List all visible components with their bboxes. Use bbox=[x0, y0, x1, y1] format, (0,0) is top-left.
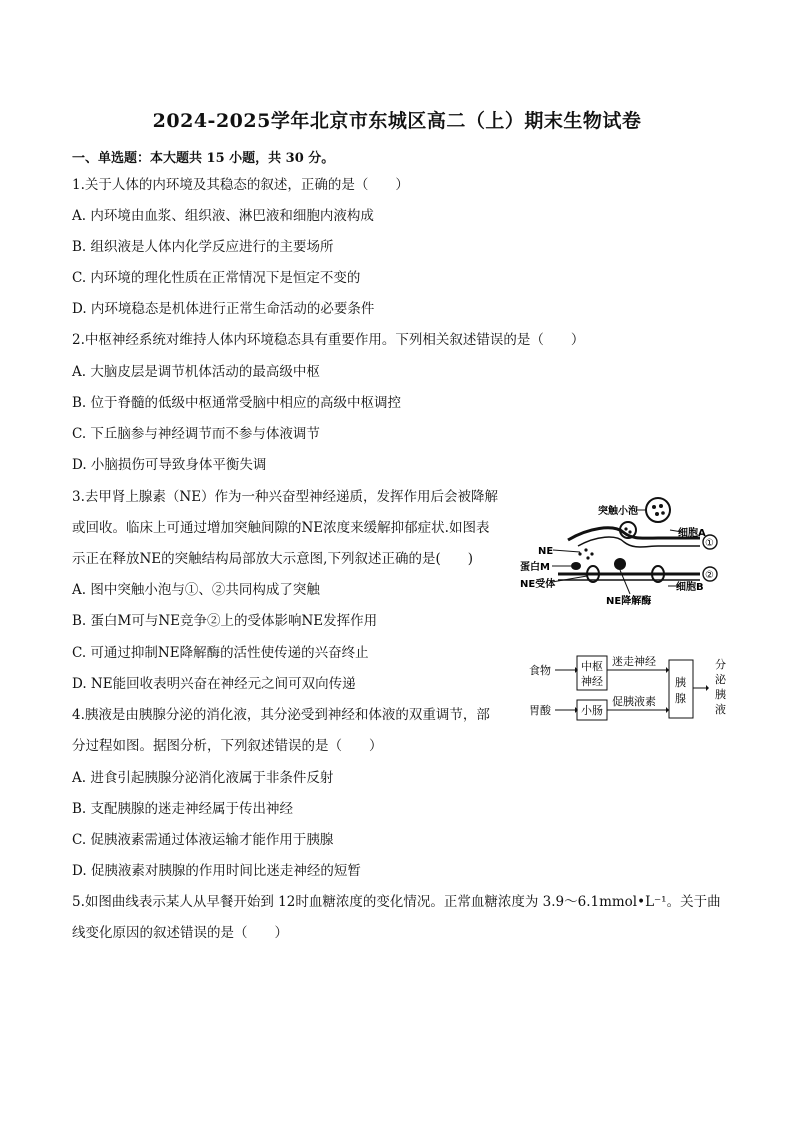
question-2-option-c: C. 下丘脑参与神经调节而不参与体液调节 bbox=[72, 426, 320, 442]
label-enzyme: NE降解酶 bbox=[606, 596, 652, 607]
label-food: 食物 bbox=[529, 664, 551, 677]
question-1-option-d: D. 内环境稳态是机体进行正常生命活动的必要条件 bbox=[72, 301, 375, 317]
label-cell-b: 细胞B bbox=[676, 582, 704, 593]
pancreas-figure bbox=[525, 650, 735, 724]
question-3-option-c: C. 可通过抑制NE降解酶的活性使传递的兴奋终止 bbox=[72, 645, 369, 661]
question-1-option-a: A. 内环境由血浆、组织液、淋巴液和细胞内液构成 bbox=[72, 208, 374, 224]
label-acid: 胃酸 bbox=[529, 704, 551, 717]
label-vagus: 迷走神经 bbox=[612, 655, 656, 668]
box-pancreas bbox=[669, 660, 693, 718]
question-3-stem-line2: 或回收。临床上可通过增加突触间隙的NE浓度来缓解抑郁症状.如图表 bbox=[72, 520, 490, 536]
question-1-option-c: C. 内环境的理化性质在正常情况下是恒定不变的 bbox=[72, 270, 361, 286]
question-4-stem-line1: 4.胰液是由胰腺分泌的消化液，其分泌受到神经和体液的双重调节，部 bbox=[72, 707, 490, 723]
question-4-option-b: B. 支配胰腺的迷走神经属于传出神经 bbox=[72, 801, 294, 817]
question-1-option-b: B. 组织液是人体内化学反应进行的主要场所 bbox=[72, 239, 334, 255]
synapse-figure bbox=[518, 488, 723, 613]
label-pancreas-2: 腺 bbox=[675, 692, 686, 705]
question-2-stem: 2.中枢神经系统对维持人体内环境稳态具有重要作用。下列相关叙述错误的是（ ） bbox=[72, 332, 585, 348]
question-3-option-a: A. 图中突触小泡与①、②共同构成了突触 bbox=[72, 582, 320, 598]
label-center-2: 神经 bbox=[581, 675, 603, 688]
question-3-stem-line3: 示正在释放NE的突触结构局部放大示意图,下列叙述正确的是( ) bbox=[72, 551, 473, 567]
question-4-option-d: D. 促胰液素对胰腺的作用时间比迷走神经的短暂 bbox=[72, 863, 361, 879]
question-1-stem: 1.关于人体的内环境及其稳态的叙述，正确的是（ ） bbox=[72, 177, 409, 193]
question-5-stem-line2: 线变化原因的叙述错误的是（ ） bbox=[72, 925, 288, 941]
ne-enzyme-shape bbox=[614, 558, 626, 570]
question-2-option-d: D. 小脑损伤可导致身体平衡失调 bbox=[72, 457, 267, 473]
question-4-stem-line2: 分过程如图。据图分析，下列叙述错误的是（ ） bbox=[72, 738, 383, 754]
label-pancreas-1: 胰 bbox=[675, 676, 686, 689]
section-heading: 一、单选题：本大题共 15 小题，共 30 分。 bbox=[72, 151, 335, 166]
question-2-option-b: B. 位于脊髓的低级中枢通常受脑中相应的高级中枢调控 bbox=[72, 395, 402, 411]
question-4-option-c: C. 促胰液素需通过体液运输才能作用于胰腺 bbox=[72, 832, 334, 848]
label-output: 分泌胰液 bbox=[715, 658, 726, 716]
label-center-1: 中枢 bbox=[581, 660, 603, 673]
label-cell-a: 细胞A bbox=[678, 528, 706, 539]
vesicle-large bbox=[646, 498, 670, 522]
label-protein-m: 蛋白M bbox=[520, 562, 550, 573]
label-intestine: 小肠 bbox=[581, 704, 603, 717]
label-mark-1: ① bbox=[705, 538, 714, 549]
question-3-option-d: D. NE能回收表明兴奋在神经元之间可双向传递 bbox=[72, 676, 356, 692]
label-mark-2: ② bbox=[705, 570, 714, 581]
label-secretin: 促胰液素 bbox=[612, 695, 656, 708]
question-4-option-a: A. 进食引起胰腺分泌消化液属于非条件反射 bbox=[72, 770, 334, 786]
page-title: 2024-2025学年北京市东城区高二（上）期末生物试卷 bbox=[152, 110, 642, 132]
question-3-option-b: B. 蛋白M可与NE竞争②上的受体影响NE发挥作用 bbox=[72, 613, 378, 629]
label-ne: NE bbox=[538, 546, 554, 557]
label-vesicle: 突触小泡 bbox=[598, 506, 638, 517]
question-3-stem-line1: 3.去甲肾上腺素（NE）作为一种兴奋型神经递质，发挥作用后会被降解 bbox=[72, 489, 499, 505]
label-receptor: NE受体 bbox=[520, 579, 556, 590]
question-5-stem-line1: 5.如图曲线表示某人从早餐开始到 12时血糖浓度的变化情况。正常血糖浓度为 3.9～6.1mmol•L⁻¹。关于曲 bbox=[72, 894, 721, 910]
question-2-option-a: A. 大脑皮层是调节机体活动的最高级中枢 bbox=[72, 364, 320, 380]
protein-m-shape bbox=[571, 562, 581, 570]
